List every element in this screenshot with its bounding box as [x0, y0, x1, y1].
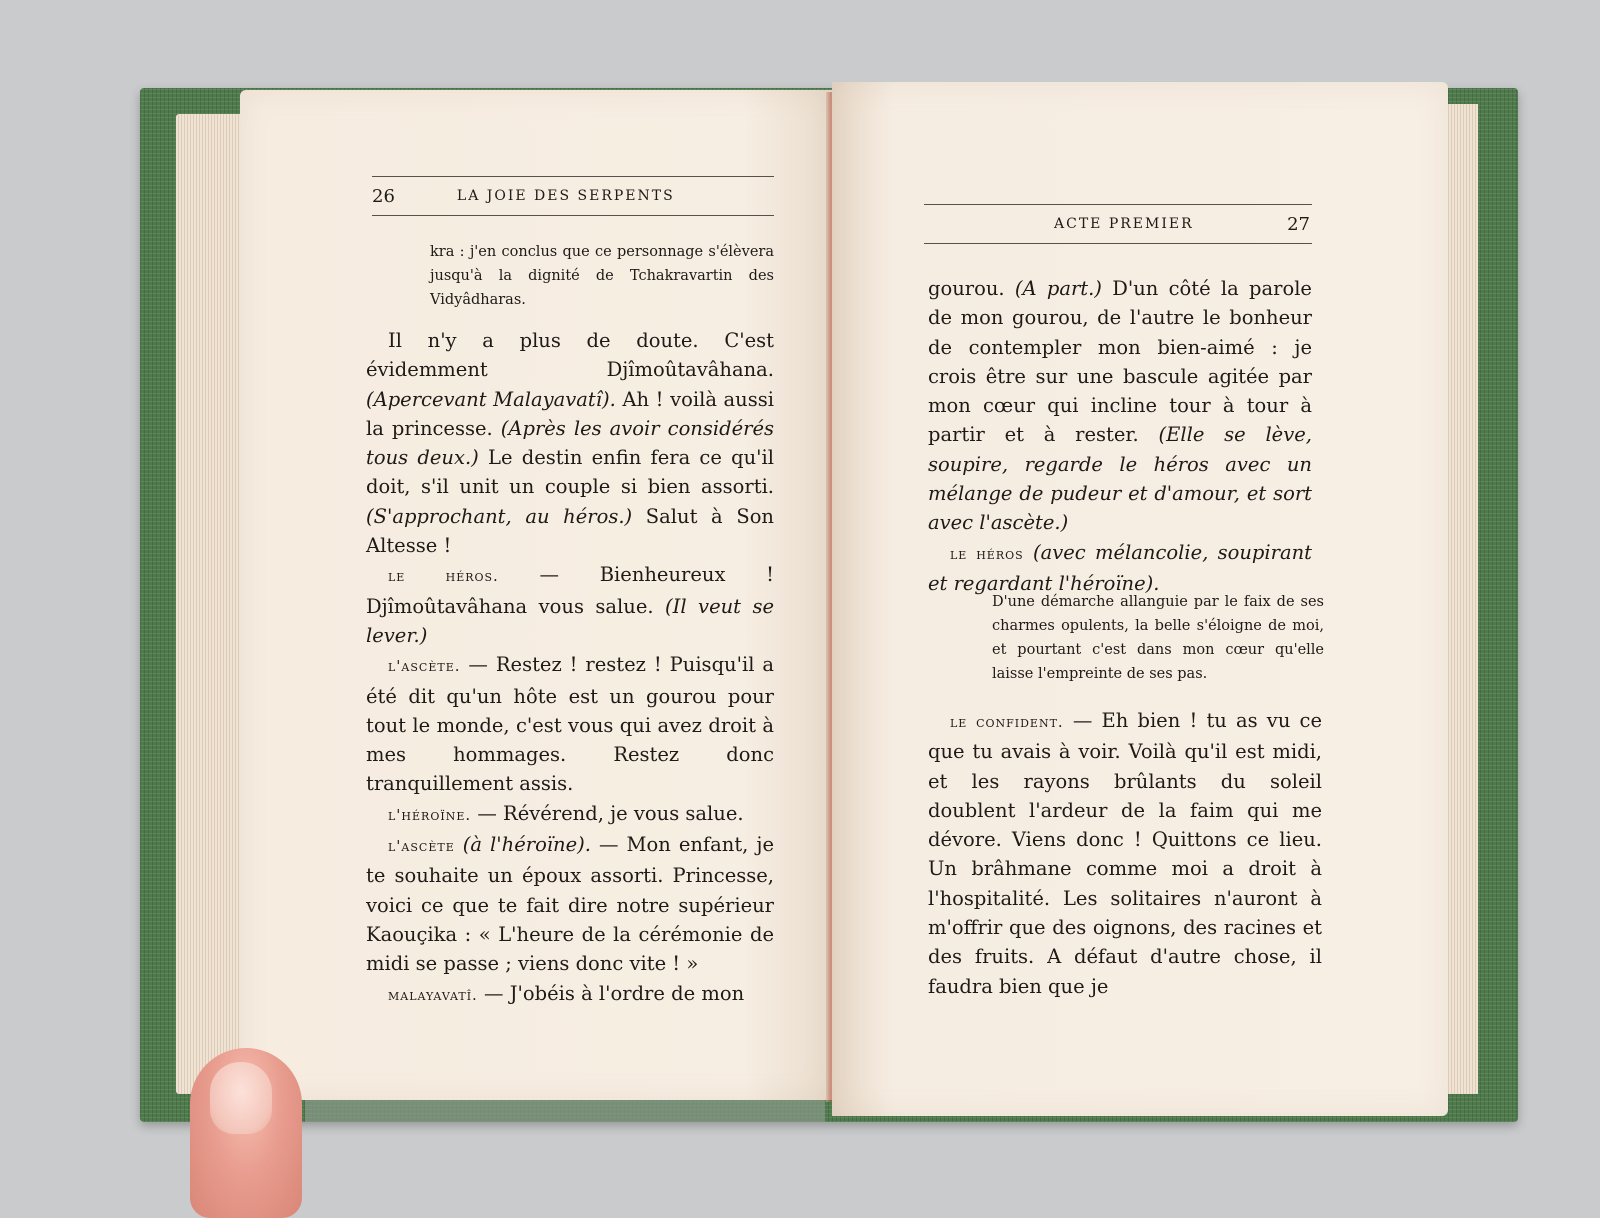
text-span: — Restez ! restez ! Puisqu'il a été dit qu'un hôte est un gourou pour tout le monde, c'est vous qui avez droit à mes hommages. Restez donc tranquillement assis.: [366, 653, 774, 796]
left-paragraph-5: [366, 830, 774, 978]
left-body-text: [366, 326, 774, 1010]
left-paragraph-1: [366, 326, 774, 560]
left-paragraph-6: [366, 979, 774, 1010]
right-paragraph-3: [928, 706, 1322, 1001]
right-paragraph-1: [928, 274, 1312, 538]
left-page: [240, 90, 832, 1100]
stage-direction: (Elle se lève, soupire, regarde le héros avec un mélange de pudeur et d'amour, et sort avec l'ascète.): [928, 423, 1312, 535]
left-paragraph-2: [366, 560, 774, 650]
text-span: D'un côté la parole de mon gourou, de l'autre le bonheur de contempler mon bien-aimé : je crois être sur une bascule agitée par mon cœur qui incline tour à tour à partir et à rester.: [928, 277, 1312, 447]
right-body-text-top: [928, 274, 1312, 598]
right-body-text-bottom: [928, 706, 1322, 1001]
text-span: — Mon enfant, je te souhaite un époux assorti. Princesse, voici ce que te fait dire notre supérieur Kaouçika : « L'heure de la cérémonie de midi se passe ; viens donc vite ! »: [366, 833, 774, 976]
right-verse-text: D'une démarche allanguie par le faix de ses charmes opulents, la belle s'éloigne de moi, et pourtant c'est dans mon cœur qu'elle laisse l'empreinte de ses pas.: [992, 594, 1324, 682]
text-span: Il n'y a plus de doute. C'est évidemment Djîmoûtavâhana.: [366, 329, 774, 382]
text-span: Salut à Son Altesse !: [366, 504, 774, 558]
right-running-title: ACTE PREMIER: [1054, 216, 1194, 232]
text-span: — Bienheureux ! Djîmoûtavâhana vous salue.: [366, 563, 774, 618]
right-running-head: [924, 204, 1312, 244]
left-verse-text: kra : j'en conclus que ce personnage s'élèvera jusqu'à la dignité de Tchakravartin des Vidyâdharas.: [430, 244, 774, 308]
speaker-name: l'ascète: [388, 837, 455, 856]
speaker-name: le héros.: [388, 567, 499, 586]
thumbnail-nail: [210, 1062, 272, 1134]
left-paragraph-3: [366, 650, 774, 798]
text-span: gourou.: [928, 277, 1015, 300]
page-edges-left: [176, 114, 246, 1094]
speaker-name: l'héroïne.: [388, 805, 472, 824]
stage-direction: (avec mélancolie, soupirant et regardant l'héroïne).: [928, 540, 1312, 595]
speaker-name: malayavatî.: [388, 985, 478, 1004]
stage-direction: (Après les avoir considérés tous deux.): [366, 416, 775, 470]
stage-direction: (à l'héroïne).: [462, 833, 591, 857]
right-page: [832, 82, 1448, 1116]
speaker-name: le confident.: [950, 713, 1064, 731]
speaker-name: l'ascète.: [388, 657, 461, 676]
stage-direction: (Apercevant Malayavatî).: [366, 387, 616, 411]
left-running-title: LA JOIE DES SERPENTS: [456, 188, 675, 204]
speaker-name: le héros: [950, 544, 1024, 563]
text-span: — Eh bien ! tu as vu ce que tu avais à voir. Voilà qu'il est midi, et les rayons brûlants du soleil doublent l'ardeur de la faim qui me dévore. Viens donc ! Quittons ce lieu. Un brâhmane comme moi a droit à l'hospitalité. Les solitaires n'auront à m'offrir que des oignons, des racines et des fruits. A défaut d'autre chose, il faudra bien que je: [928, 709, 1322, 998]
left-paragraph-4: [366, 799, 774, 830]
stage-direction: (S'approchant, au héros.): [366, 504, 633, 528]
left-verse: [430, 240, 774, 312]
text-span: — J'obéis à l'ordre de mon: [477, 981, 745, 1005]
right-verse: [992, 590, 1324, 686]
right-page-number: 27: [1287, 213, 1310, 235]
text-span: — Révérend, je vous salue.: [471, 801, 744, 825]
left-running-head: [372, 176, 774, 216]
stage-direction: (A part.): [1014, 277, 1102, 300]
stage-direction: (Il veut se lever.): [366, 594, 775, 647]
text-span: Ah ! voilà aussi la princesse.: [366, 387, 774, 440]
left-page-number: 26: [372, 185, 395, 207]
text-span: Le destin enfin fera ce qu'il doit, s'il unit un couple si bien assorti.: [366, 446, 774, 499]
